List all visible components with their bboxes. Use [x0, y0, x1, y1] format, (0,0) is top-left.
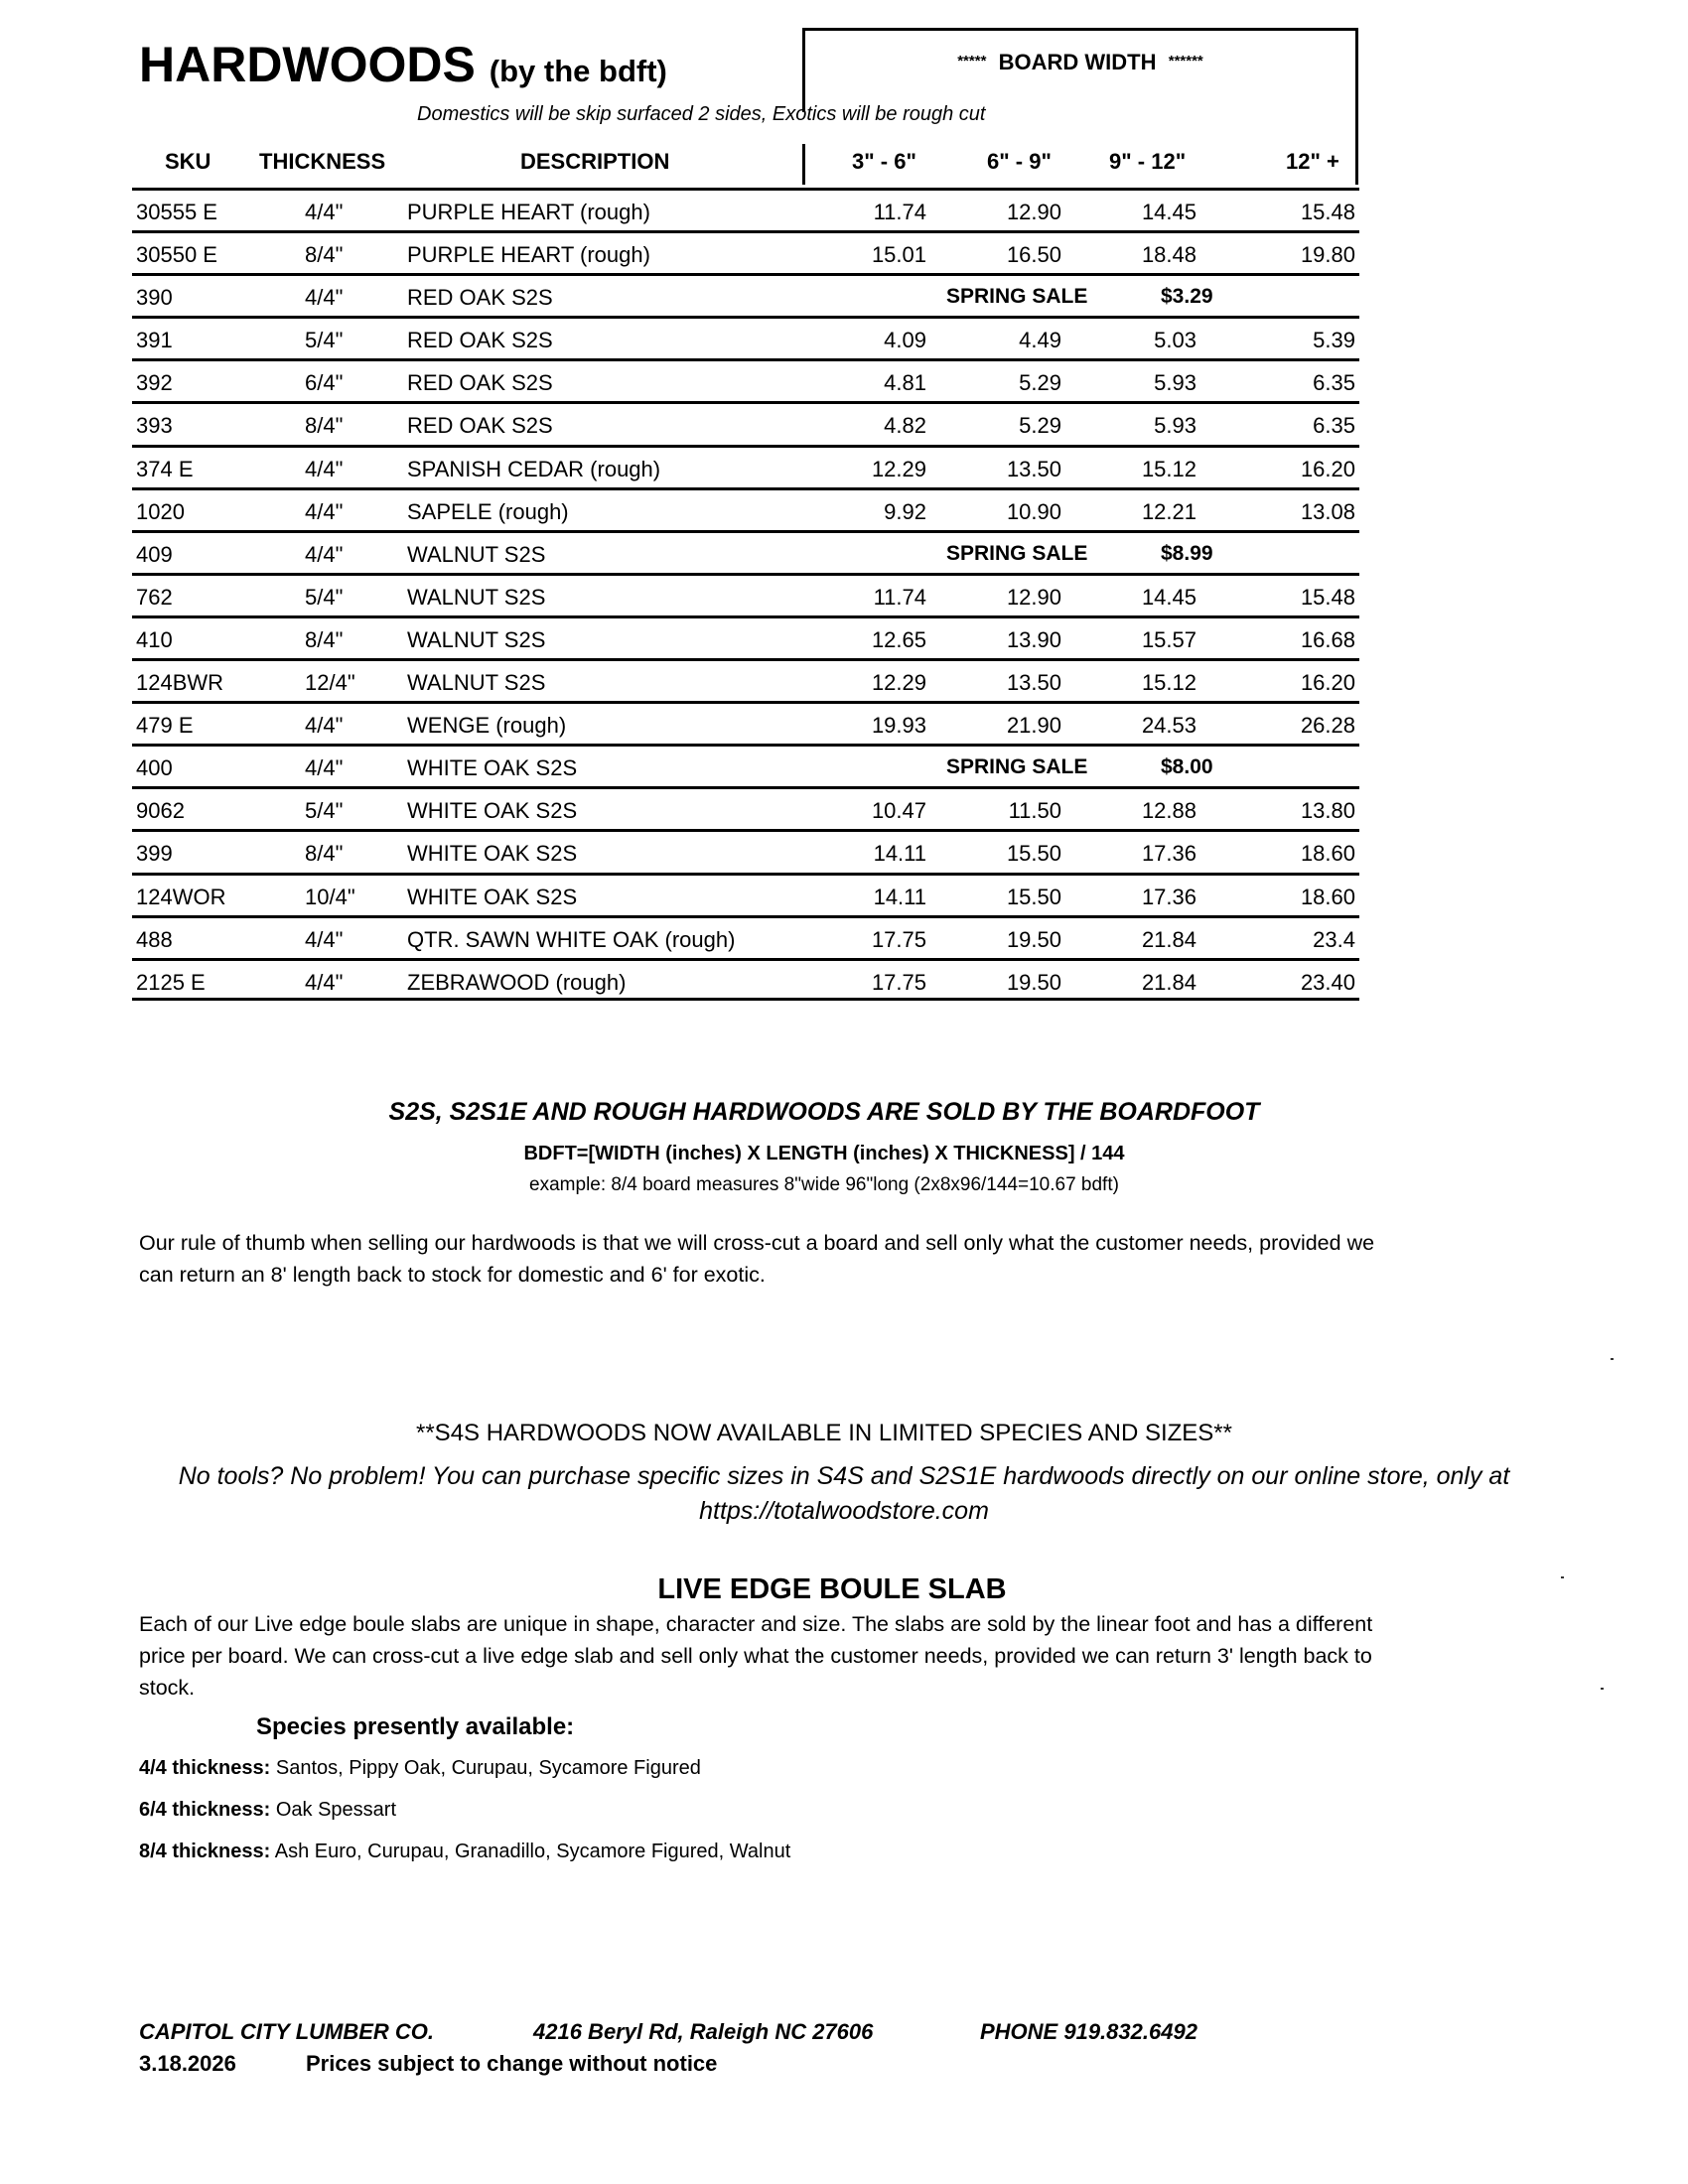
sku-cell: 392 — [136, 370, 173, 396]
thickness-cell: 6/4" — [305, 370, 344, 396]
price-cell: 15.48 — [1300, 200, 1355, 224]
thickness-cell: 8/4" — [305, 413, 344, 439]
column-header-3-6: 3" - 6" — [852, 149, 916, 174]
thickness-cell: 4/4" — [305, 456, 344, 481]
price-cell: 10.90 — [1006, 498, 1061, 524]
species-row — [139, 1757, 701, 1780]
price-cell: 4.49 — [1019, 328, 1061, 353]
price-cell: 9.92 — [884, 498, 926, 524]
description-cell: RED OAK S2S — [407, 370, 553, 396]
price-cell: 13.50 — [1006, 670, 1061, 696]
description-cell: WHITE OAK S2S — [407, 755, 578, 781]
price-cell: 14.11 — [873, 884, 926, 909]
sku-cell: 479 E — [136, 713, 194, 739]
table-row — [132, 658, 1359, 701]
price-cell: 18.60 — [1300, 884, 1355, 909]
sku-cell: 488 — [136, 926, 173, 952]
company-address: 4216 Beryl Rd, Raleigh NC 27606 — [533, 2019, 874, 2044]
description-cell: WALNUT S2S — [407, 670, 546, 696]
price-cell: 12.65 — [871, 626, 926, 652]
spring-sale-price: $8.00 — [1161, 755, 1213, 779]
column-header-sku: SKU — [165, 149, 211, 174]
s4s-heading: **S4S HARDWOODS NOW AVAILABLE IN LIMITED SPECIES AND SIZES** — [416, 1420, 1232, 1446]
boardfoot-example: example: 8/4 board measures 8"wide 96"long (2x8x96/144=10.67 bdft) — [529, 1174, 1119, 1195]
thickness-cell: 12/4" — [305, 670, 355, 696]
description-cell: RED OAK S2S — [407, 413, 553, 439]
spring-sale-label: SPRING SALE — [946, 755, 1088, 779]
price-cell: 5.29 — [1019, 370, 1061, 396]
thickness-cell: 8/4" — [305, 841, 344, 867]
price-cell: 18.60 — [1300, 841, 1355, 867]
table-row — [132, 530, 1359, 573]
thickness-cell: 5/4" — [305, 798, 344, 824]
sku-cell: 374 E — [136, 456, 194, 481]
price-cell: 17.75 — [871, 969, 926, 995]
species-thickness-label: 8/4 thickness: — [139, 1841, 271, 1862]
description-cell: QTR. SAWN WHITE OAK (rough) — [407, 926, 736, 952]
price-cell: 14.11 — [873, 841, 926, 867]
price-cell: 19.50 — [1006, 926, 1061, 952]
sku-cell: 762 — [136, 584, 173, 610]
thickness-cell: 4/4" — [305, 285, 344, 311]
table-row — [132, 829, 1359, 872]
table-row — [132, 701, 1359, 744]
price-cell: 16.20 — [1300, 670, 1355, 696]
boardfoot-formula: BDFT=[WIDTH (inches) X LENGTH (inches) X THICKNESS] / 144 — [523, 1143, 1125, 1164]
species-list: Santos, Pippy Oak, Curupau, Sycamore Figured — [275, 1757, 701, 1779]
sku-cell: 2125 E — [136, 969, 206, 995]
table-row — [132, 230, 1359, 273]
sku-cell: 410 — [136, 626, 173, 652]
price-cell: 24.53 — [1141, 713, 1196, 739]
table-row — [132, 573, 1359, 615]
thickness-cell: 4/4" — [305, 541, 344, 567]
s4s-online-store-note: No tools? No problem! You can purchase specific sizes in S4S and S2S1E hardwoods directly on our online store, only at https://totalwoodstore.com — [178, 1462, 1510, 1525]
price-cell: 5.93 — [1154, 413, 1196, 439]
scan-speck — [1611, 1358, 1614, 1360]
price-cell: 17.75 — [871, 926, 926, 952]
species-heading: Species presently available: — [256, 1713, 575, 1740]
sku-cell: 30555 E — [136, 200, 217, 224]
live-edge-heading: LIVE EDGE BOULE SLAB — [657, 1573, 1007, 1605]
description-cell: SPANISH CEDAR (rough) — [407, 456, 661, 481]
price-cell: 12.90 — [1006, 584, 1061, 610]
price-cell: 15.50 — [1006, 884, 1061, 909]
table-row — [132, 744, 1359, 786]
company-name: CAPITOL CITY LUMBER CO. — [139, 2019, 435, 2044]
thickness-cell: 4/4" — [305, 200, 344, 224]
table-row — [132, 316, 1359, 358]
table-row — [132, 873, 1359, 915]
price-cell: 11.74 — [873, 584, 926, 610]
price-cell: 6.35 — [1313, 413, 1355, 439]
live-edge-description: Each of our Live edge boule slabs are unique in shape, character and size. The slabs are sold by the linear foot and has a different price per board. We can cross-cut a live edge slab and sell only what the customer needs, provided we can return 3' length back to stock. — [139, 1612, 1373, 1700]
species-row — [139, 1841, 790, 1863]
price-cell: 17.36 — [1141, 841, 1196, 867]
table-row — [132, 958, 1359, 1001]
column-header-thickness: THICKNESS — [259, 149, 386, 174]
price-cell: 13.08 — [1300, 498, 1355, 524]
column-header-12-plus: 12" + — [1286, 149, 1339, 174]
price-table — [132, 188, 1359, 1001]
price-cell: 26.28 — [1300, 713, 1355, 739]
thickness-cell: 8/4" — [305, 626, 344, 652]
price-cell: 19.50 — [1006, 969, 1061, 995]
price-cell: 17.36 — [1141, 884, 1196, 909]
price-cell: 4.82 — [884, 413, 926, 439]
thickness-cell: 10/4" — [305, 884, 355, 909]
description-cell: WHITE OAK S2S — [407, 798, 578, 824]
price-cell: 14.45 — [1141, 584, 1196, 610]
table-row — [132, 615, 1359, 658]
species-list: Oak Spessart — [275, 1799, 397, 1821]
price-cell: 13.50 — [1006, 456, 1061, 481]
spring-sale-price: $8.99 — [1161, 541, 1213, 565]
price-cell: 15.12 — [1141, 456, 1196, 481]
description-cell: SAPELE (rough) — [407, 498, 569, 524]
price-cell: 13.90 — [1006, 626, 1061, 652]
board-width-label: BOARD WIDTH — [998, 50, 1157, 74]
spring-sale-price: $3.29 — [1161, 285, 1213, 309]
board-width-header — [802, 50, 1358, 75]
price-cell: 4.09 — [884, 328, 926, 353]
price-cell: 23.4 — [1313, 926, 1355, 952]
price-cell: 12.88 — [1141, 798, 1196, 824]
thickness-cell: 4/4" — [305, 969, 344, 995]
species-list: Ash Euro, Curupau, Granadillo, Sycamore Figured, Walnut — [274, 1841, 791, 1862]
table-row — [132, 401, 1359, 444]
description-cell: WALNUT S2S — [407, 626, 546, 652]
price-cell: 6.35 — [1313, 370, 1355, 396]
description-cell: PURPLE HEART (rough) — [407, 242, 650, 268]
description-cell: WALNUT S2S — [407, 541, 546, 567]
title-main: HARDWOODS — [139, 37, 476, 92]
stars-right: ****** — [1168, 53, 1203, 69]
scan-speck — [1561, 1576, 1564, 1578]
description-cell: ZEBRAWOOD (rough) — [407, 969, 627, 995]
price-cell: 5.29 — [1019, 413, 1061, 439]
price-cell: 12.21 — [1141, 498, 1196, 524]
price-cell: 18.48 — [1141, 242, 1196, 268]
thickness-cell: 5/4" — [305, 584, 344, 610]
price-cell: 16.50 — [1006, 242, 1061, 268]
price-cell: 12.29 — [871, 670, 926, 696]
sku-cell: 409 — [136, 541, 173, 567]
price-cell: 15.12 — [1141, 670, 1196, 696]
column-header-6-9: 6" - 9" — [987, 149, 1052, 174]
description-cell: WENGE (rough) — [407, 713, 567, 739]
spring-sale-label: SPRING SALE — [946, 285, 1088, 309]
price-cell: 19.93 — [871, 713, 926, 739]
column-header-description: DESCRIPTION — [520, 149, 670, 174]
price-cell: 15.48 — [1300, 584, 1355, 610]
boardfoot-heading: S2S, S2S1E AND ROUGH HARDWOODS ARE SOLD BY THE BOARDFOOT — [388, 1098, 1260, 1126]
table-row — [132, 445, 1359, 487]
price-list-date: 3.18.2026 — [139, 2051, 236, 2076]
price-cell: 4.81 — [884, 370, 926, 396]
price-cell: 21.84 — [1141, 926, 1196, 952]
price-cell: 11.74 — [873, 200, 926, 224]
sku-cell: 391 — [136, 328, 173, 353]
title-suffix: (by the bdft) — [489, 54, 667, 88]
thickness-cell: 4/4" — [305, 755, 344, 781]
table-row — [132, 915, 1359, 958]
thickness-cell: 4/4" — [305, 498, 344, 524]
price-cell: 16.20 — [1300, 456, 1355, 481]
description-cell: WHITE OAK S2S — [407, 884, 578, 909]
thickness-cell: 8/4" — [305, 242, 344, 268]
sku-cell: 393 — [136, 413, 173, 439]
price-cell: 5.39 — [1313, 328, 1355, 353]
sku-cell: 390 — [136, 285, 173, 311]
footer-date-line — [139, 2051, 717, 2077]
species-thickness-label: 4/4 thickness: — [139, 1757, 271, 1779]
table-row — [132, 487, 1359, 530]
sku-cell: 1020 — [136, 498, 185, 524]
price-cell: 5.93 — [1154, 370, 1196, 396]
price-cell: 5.03 — [1154, 328, 1196, 353]
page-title — [139, 36, 667, 93]
sku-cell: 9062 — [136, 798, 185, 824]
stars-left: ***** — [957, 53, 987, 69]
price-cell: 11.50 — [1008, 798, 1061, 824]
table-row — [132, 273, 1359, 316]
spring-sale-label: SPRING SALE — [946, 541, 1088, 565]
price-cell: 15.50 — [1006, 841, 1061, 867]
column-header-9-12: 9" - 12" — [1109, 149, 1187, 174]
sku-cell: 124BWR — [136, 670, 224, 696]
price-cell: 10.47 — [871, 798, 926, 824]
thickness-cell: 5/4" — [305, 328, 344, 353]
species-thickness-label: 6/4 thickness: — [139, 1799, 271, 1821]
footer-contact — [139, 2019, 1197, 2045]
price-cell: 19.80 — [1300, 242, 1355, 268]
description-cell: WHITE OAK S2S — [407, 841, 578, 867]
price-cell: 15.01 — [871, 242, 926, 268]
price-cell: 15.57 — [1141, 626, 1196, 652]
price-disclaimer: Prices subject to change without notice — [306, 2051, 718, 2076]
price-cell: 23.40 — [1300, 969, 1355, 995]
sku-cell: 400 — [136, 755, 173, 781]
surfacing-note: Domestics will be skip surfaced 2 sides, Exotics will be rough cut — [417, 103, 986, 125]
thickness-cell: 4/4" — [305, 926, 344, 952]
price-cell: 14.45 — [1141, 200, 1196, 224]
rule-of-thumb: Our rule of thumb when selling our hardwoods is that we will cross-cut a board and sell only what the customer needs, provided we can return an 8' length back to stock for domestic and 6' for exotic. — [139, 1231, 1375, 1287]
sku-cell: 124WOR — [136, 884, 226, 909]
sku-cell: 30550 E — [136, 242, 217, 268]
price-cell: 21.90 — [1006, 713, 1061, 739]
description-cell: WALNUT S2S — [407, 584, 546, 610]
price-cell: 13.80 — [1300, 798, 1355, 824]
price-cell: 21.84 — [1141, 969, 1196, 995]
description-cell: RED OAK S2S — [407, 285, 553, 311]
sku-cell: 399 — [136, 841, 173, 867]
price-cell: 16.68 — [1300, 626, 1355, 652]
table-row — [132, 358, 1359, 401]
scan-speck — [1601, 1688, 1604, 1690]
description-cell: PURPLE HEART (rough) — [407, 200, 650, 224]
table-row — [132, 786, 1359, 829]
thickness-cell: 4/4" — [305, 713, 344, 739]
price-cell: 12.29 — [871, 456, 926, 481]
price-cell: 12.90 — [1006, 200, 1061, 224]
table-row — [132, 188, 1359, 230]
company-phone: PHONE 919.832.6492 — [980, 2019, 1197, 2044]
species-row — [139, 1799, 396, 1822]
description-cell: RED OAK S2S — [407, 328, 553, 353]
